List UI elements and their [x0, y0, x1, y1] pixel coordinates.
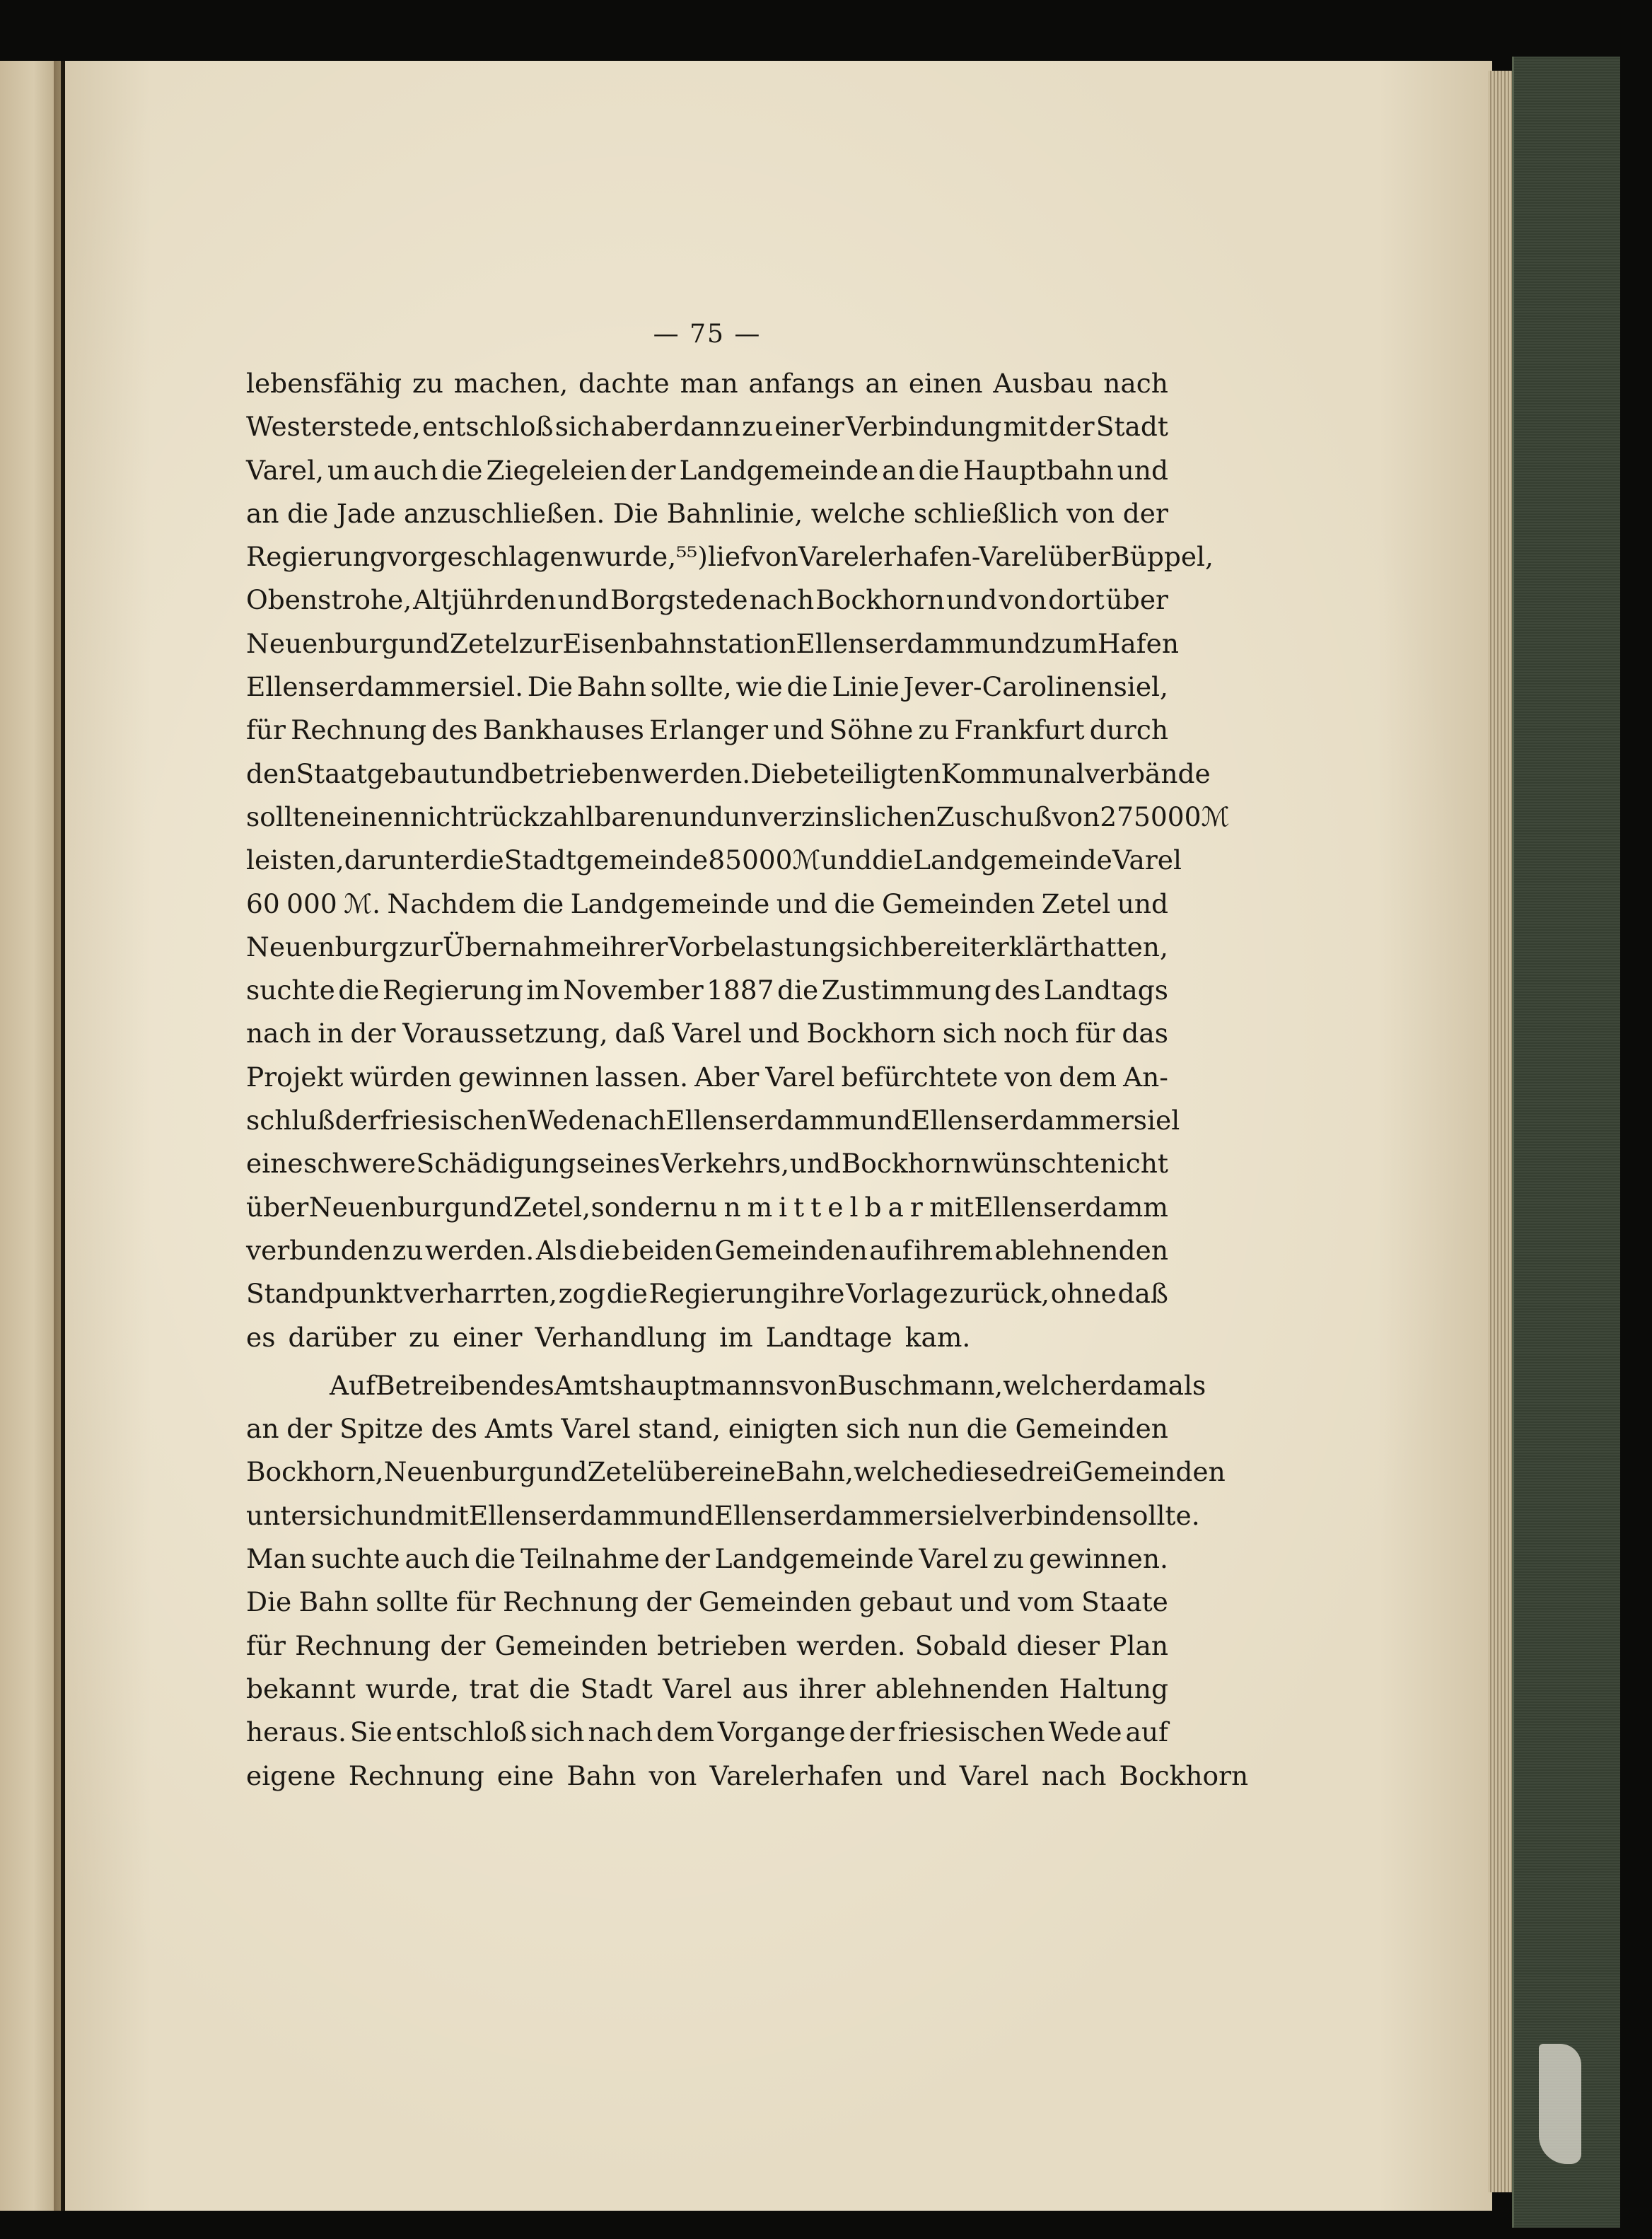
text-line: lebensfähig zu machen, dachte man anfangs an einen Ausbau nach [246, 368, 1168, 399]
text-line: für Rechnung der Gemeinden betrieben werden. Sobald dieser Plan [246, 1629, 1168, 1661]
page-number: — 75 — [653, 320, 762, 349]
text-line: verbunden zu werden. Als die beiden Gemeinden auf ihrem ablehnenden [246, 1234, 1168, 1266]
text-line: Neuenburg zur Übernahme ihrer Vorbelastung sich bereit erklärt hatten, [246, 931, 1168, 963]
text-line: Projekt würden gewinnen lassen. Aber Varel befürchtete von dem An- [246, 1061, 1168, 1093]
text-line: Regierung vorgeschlagen wurde,⁵⁵) lief von Varelerhafen-Varel über Büppel, [246, 541, 1214, 573]
text-line: suchte die Regierung im November 1887 die Zustimmung des Landtags [246, 975, 1168, 1006]
body-text [246, 362, 1249, 1798]
text-line: unter sich und mit Ellenserdamm und Ellenserdammersiel verbinden sollte. [246, 1499, 1200, 1531]
text-line: eigene Rechnung eine Bahn von Varelerhafen und Varel nach Bockhorn [246, 1760, 1249, 1791]
book-cover [1512, 57, 1620, 2228]
text-line: schluß der friesischen Wede nach Ellenserdamm und Ellenserdammersiel [246, 1105, 1180, 1136]
text-line: Die Bahn sollte für Rechnung der Gemeinden gebaut und vom Staate [246, 1586, 1168, 1618]
text-line: an der Spitze des Amts Varel stand, einigten sich nun die Gemeinden [246, 1413, 1168, 1445]
text-line: an die Jade anzuschließen. Die Bahnlinie, welche schließlich von der [246, 497, 1168, 529]
text-line: den Staat gebaut und betrieben werden. Die beteiligten Kommunalverbände [246, 757, 1211, 789]
text-line: Standpunkt verharrten, zog die Regierung ihre Vorlage zurück, ohne daß [246, 1278, 1168, 1310]
text-line: Auf Betreiben des Amtshauptmanns von Buschmann, welcher damals [330, 1369, 1206, 1401]
text-line: heraus. Sie entschloß sich nach dem Vorgange der friesischen Wede auf [246, 1716, 1168, 1748]
text-line: Bockhorn, Neuenburg und Zetel über eine Bahn, welche diese drei Gemeinden [246, 1456, 1226, 1488]
text-line: Obenstrohe, Altjührden und Borgstede nach Bockhorn und von dort über [246, 584, 1168, 616]
text-line: eine schwere Schädigung seines Verkehrs, und Bockhorn wünschte nicht [246, 1148, 1168, 1180]
text-line: 60 000 ℳ. Nachdem die Landgemeinde und die Gemeinden Zetel und [246, 888, 1168, 919]
text-line: leisten, darunter die Stadtgemeinde 85 000 ℳ und die Landgemeinde Varel [246, 844, 1182, 876]
text-line: sollten einen nicht rückzahlbaren und unverzinslichen Zuschuß von 275 000 ℳ [246, 801, 1230, 832]
text-line: nach in der Voraussetzung, daß Varel und Bockhorn sich noch für das [246, 1018, 1168, 1049]
text-line: Varel, um auch die Ziegeleien der Landgemeinde an die Hauptbahn und [246, 454, 1168, 486]
text-line: über Neuenburg und Zetel, sondern unmittelbar mit Ellenserdamm [246, 1191, 1168, 1223]
facing-page-edge [0, 61, 61, 2211]
cover-wear-mark [1539, 2044, 1581, 2164]
text-line: es darüber zu einer Verhandlung im Landtage kam. [246, 1321, 971, 1353]
text-line: Man suchte auch die Teilnahme der Landgemeinde Varel zu gewinnen. [246, 1543, 1168, 1575]
text-line: Ellenserdammersiel. Die Bahn sollte, wie die Linie Jever-Carolinensiel, [246, 671, 1168, 703]
text-line: Westerstede, entschloß sich aber dann zu einer Verbindung mit der Stadt [246, 411, 1168, 443]
text-line: bekannt wurde, trat die Stadt Varel aus ihrer ablehnenden Haltung [246, 1673, 1168, 1704]
text-line: Neuenburg und Zetel zur Eisenbahnstation Ellenserdamm und zum Hafen [246, 627, 1179, 659]
text-line: für Rechnung des Bankhauses Erlanger und Söhne zu Frankfurt durch [246, 714, 1168, 746]
